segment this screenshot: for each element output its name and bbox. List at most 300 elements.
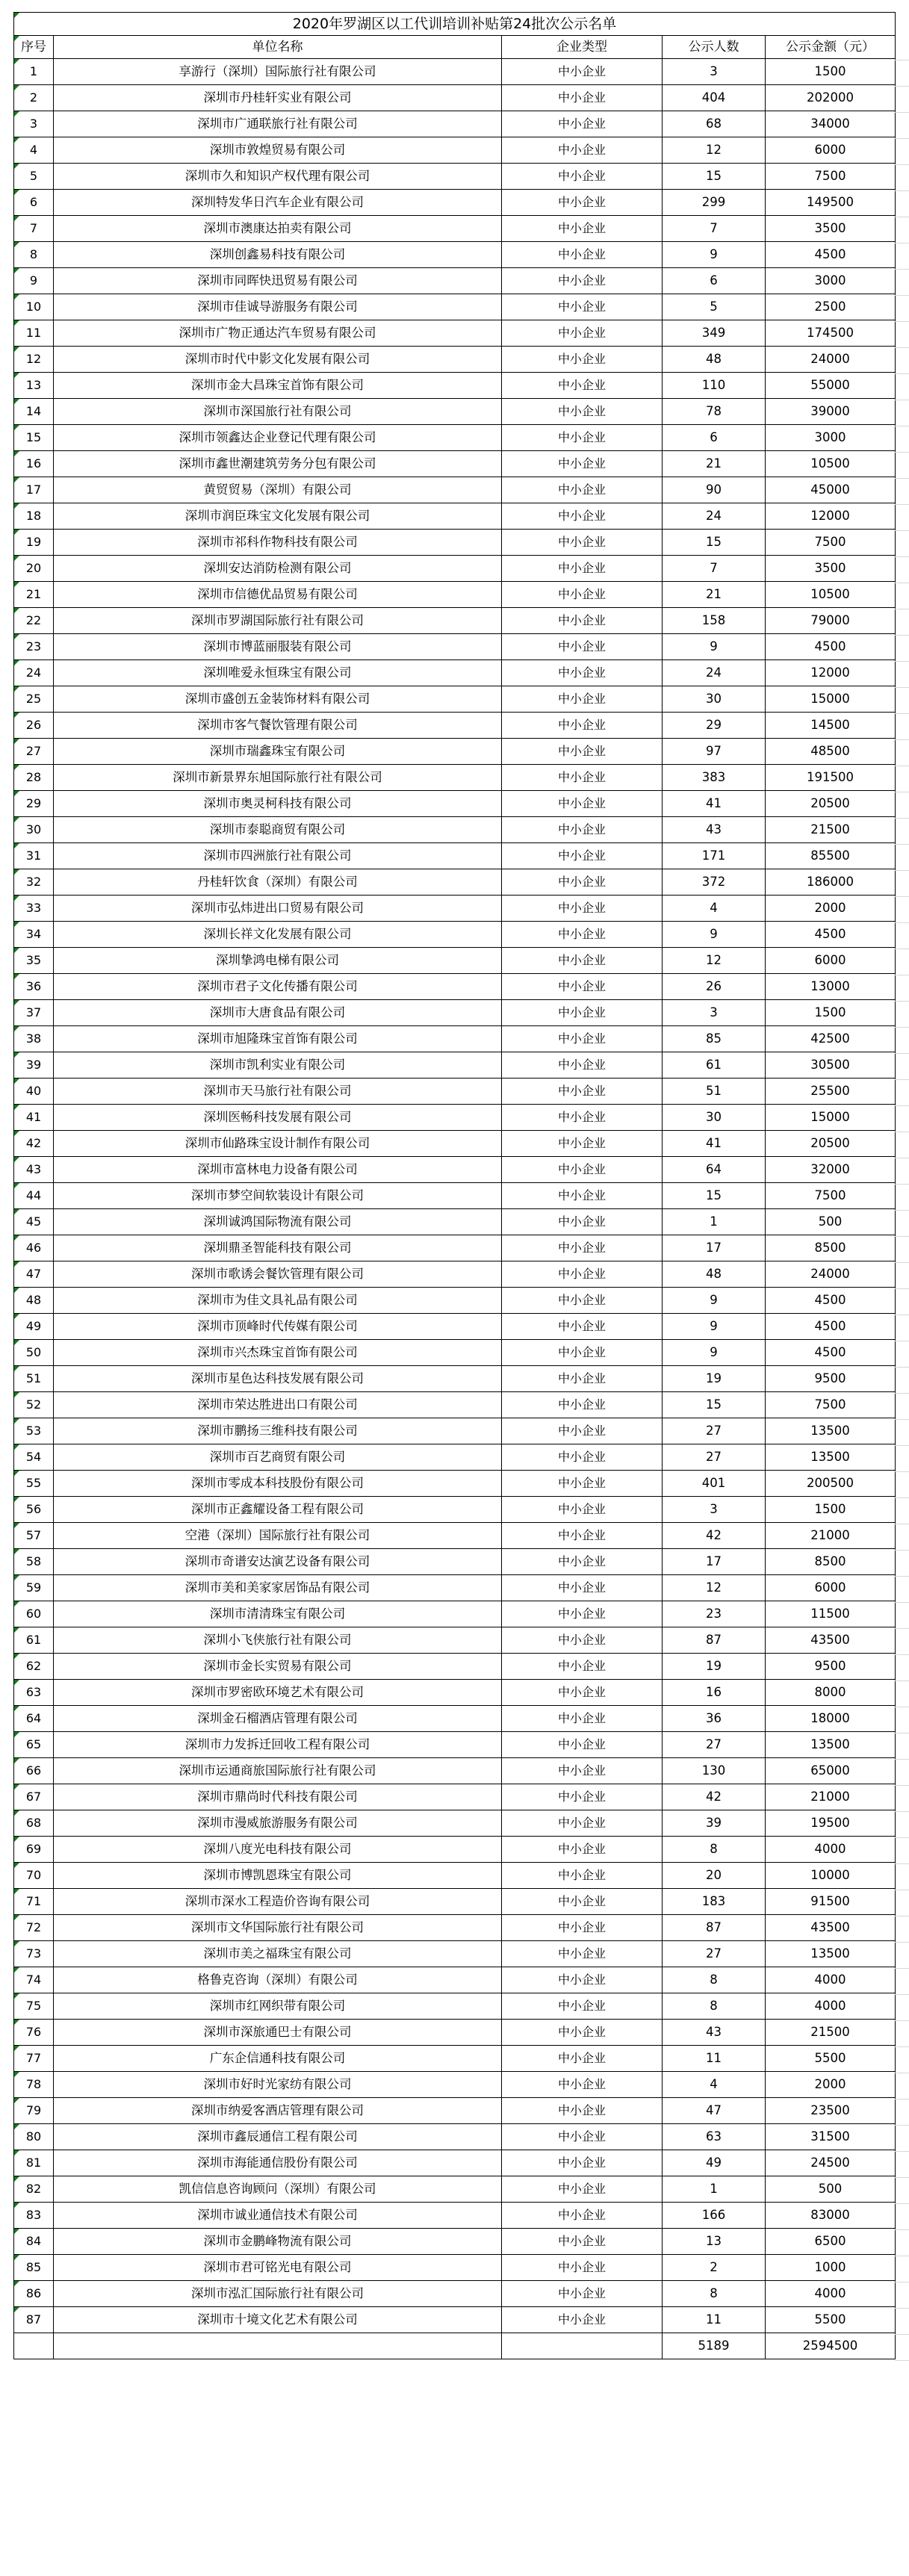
table-row	[14, 1105, 896, 1131]
row-unit-name-cell: 深圳市诚业通信技术有限公司	[54, 2203, 502, 2229]
row-index-cell: 22	[14, 608, 54, 634]
row-person-count-cell: 8	[663, 1837, 766, 1863]
row-amount-cell: 15000	[766, 686, 896, 713]
row-person-count-cell: 21	[663, 582, 766, 608]
row-index-cell: 82	[14, 2176, 54, 2203]
row-unit-name-cell: 深圳市广物正通达汽车贸易有限公司	[54, 320, 502, 347]
row-person-count-cell: 43	[663, 2020, 766, 2046]
row-enterprise-type-cell: 中小企业	[502, 1026, 663, 1052]
row-amount-cell: 14500	[766, 713, 896, 739]
row-amount-cell: 8000	[766, 1680, 896, 1706]
row-person-count-cell: 9	[663, 1288, 766, 1314]
row-unit-name-cell: 深圳市弘炜进出口贸易有限公司	[54, 896, 502, 922]
table-row	[14, 190, 896, 216]
row-enterprise-type-cell: 中小企业	[502, 843, 663, 869]
row-amount-cell: 149500	[766, 190, 896, 216]
table-title-row	[14, 13, 896, 36]
row-amount-cell: 9500	[766, 1366, 896, 1392]
row-enterprise-type-cell: 中小企业	[502, 1471, 663, 1497]
table-row	[14, 1601, 896, 1627]
table-row	[14, 1680, 896, 1706]
row-person-count-cell: 8	[663, 2281, 766, 2307]
table-row	[14, 2281, 896, 2307]
table-row	[14, 59, 896, 85]
table-row	[14, 2124, 896, 2150]
row-unit-name-cell: 深圳安达消防检测有限公司	[54, 556, 502, 582]
row-enterprise-type-cell: 中小企业	[502, 1732, 663, 1758]
row-unit-name-cell: 深圳市深水工程造价咨询有限公司	[54, 1889, 502, 1915]
row-index-cell: 37	[14, 1000, 54, 1026]
row-amount-cell: 4000	[766, 1837, 896, 1863]
table-row	[14, 2255, 896, 2281]
table-row	[14, 922, 896, 948]
row-index-cell: 85	[14, 2255, 54, 2281]
row-index-cell: 78	[14, 2072, 54, 2098]
row-enterprise-type-cell: 中小企业	[502, 660, 663, 686]
row-person-count-cell: 20	[663, 1863, 766, 1889]
row-unit-name-cell: 丹桂轩饮食（深圳）有限公司	[54, 869, 502, 896]
row-index-cell: 20	[14, 556, 54, 582]
row-unit-name-cell: 深圳鼎圣智能科技有限公司	[54, 1235, 502, 1261]
row-amount-cell: 200500	[766, 1471, 896, 1497]
row-unit-name-cell: 深圳创鑫易科技有限公司	[54, 242, 502, 268]
row-index-cell: 68	[14, 1810, 54, 1837]
row-index-cell: 67	[14, 1784, 54, 1810]
row-person-count-cell: 8	[663, 1967, 766, 1993]
row-enterprise-type-cell: 中小企业	[502, 347, 663, 373]
row-unit-name-cell: 深圳市新景界东旭国际旅行社有限公司	[54, 765, 502, 791]
row-enterprise-type-cell: 中小企业	[502, 1601, 663, 1627]
row-unit-name-cell: 深圳市仙路珠宝设计制作有限公司	[54, 1131, 502, 1157]
row-unit-name-cell: 深圳市文华国际旅行社有限公司	[54, 1915, 502, 1941]
row-unit-name-cell: 深圳八度光电科技有限公司	[54, 1837, 502, 1863]
row-enterprise-type-cell: 中小企业	[502, 1915, 663, 1941]
row-unit-name-cell: 深圳市凯利实业有限公司	[54, 1052, 502, 1078]
row-unit-name-cell: 深圳市美之福珠宝有限公司	[54, 1941, 502, 1967]
row-unit-name-cell: 深圳市百艺商贸有限公司	[54, 1444, 502, 1471]
row-index-cell: 61	[14, 1627, 54, 1654]
row-index-cell: 65	[14, 1732, 54, 1758]
row-amount-cell: 7500	[766, 1183, 896, 1209]
page-title: 2020年罗湖区以工代训培训补贴第24批次公示名单	[14, 13, 896, 36]
row-unit-name-cell: 深圳市君可铭光电有限公司	[54, 2255, 502, 2281]
row-person-count-cell: 47	[663, 2098, 766, 2124]
row-person-count-cell: 12	[663, 137, 766, 164]
row-amount-cell: 8500	[766, 1235, 896, 1261]
row-enterprise-type-cell: 中小企业	[502, 1261, 663, 1288]
row-unit-name-cell: 深圳市歌诱会餐饮管理有限公司	[54, 1261, 502, 1288]
row-unit-name-cell: 深圳市兴杰珠宝首饰有限公司	[54, 1340, 502, 1366]
row-index-cell: 19	[14, 530, 54, 556]
row-unit-name-cell: 空港（深圳）国际旅行社有限公司	[54, 1523, 502, 1549]
table-row	[14, 451, 896, 477]
row-enterprise-type-cell: 中小企业	[502, 2046, 663, 2072]
row-index-cell: 77	[14, 2046, 54, 2072]
row-person-count-cell: 9	[663, 634, 766, 660]
table-row	[14, 1889, 896, 1915]
row-person-count-cell: 29	[663, 713, 766, 739]
row-index-cell: 17	[14, 477, 54, 503]
row-unit-name-cell: 深圳特发华日汽车企业有限公司	[54, 190, 502, 216]
table-row	[14, 817, 896, 843]
table-row	[14, 1340, 896, 1366]
row-index-cell: 3	[14, 111, 54, 137]
row-person-count-cell: 41	[663, 791, 766, 817]
row-unit-name-cell: 深圳市泰聪商贸有限公司	[54, 817, 502, 843]
row-unit-name-cell: 深圳市奥灵柯科技有限公司	[54, 791, 502, 817]
row-enterprise-type-cell: 中小企业	[502, 634, 663, 660]
row-index-cell: 71	[14, 1889, 54, 1915]
row-enterprise-type-cell: 中小企业	[502, 530, 663, 556]
row-unit-name-cell: 深圳市罗湖国际旅行社有限公司	[54, 608, 502, 634]
row-enterprise-type-cell: 中小企业	[502, 1523, 663, 1549]
row-unit-name-cell: 深圳市泓汇国际旅行社有限公司	[54, 2281, 502, 2307]
row-enterprise-type-cell: 中小企业	[502, 974, 663, 1000]
row-person-count-cell: 3	[663, 59, 766, 85]
row-enterprise-type-cell: 中小企业	[502, 1418, 663, 1444]
row-unit-name-cell: 深圳市大唐食品有限公司	[54, 1000, 502, 1026]
row-person-count-cell: 27	[663, 1444, 766, 1471]
table-row	[14, 1837, 896, 1863]
row-amount-cell: 6500	[766, 2229, 896, 2255]
row-amount-cell: 1000	[766, 2255, 896, 2281]
row-enterprise-type-cell: 中小企业	[502, 2176, 663, 2203]
row-unit-name-cell: 深圳医畅科技发展有限公司	[54, 1105, 502, 1131]
table-row	[14, 1732, 896, 1758]
table-row	[14, 843, 896, 869]
row-enterprise-type-cell: 中小企业	[502, 869, 663, 896]
table-row	[14, 1261, 896, 1288]
row-amount-cell: 91500	[766, 1889, 896, 1915]
row-amount-cell: 25500	[766, 1078, 896, 1105]
row-index-cell: 14	[14, 399, 54, 425]
row-enterprise-type-cell: 中小企业	[502, 2229, 663, 2255]
table-row	[14, 294, 896, 320]
row-unit-name-cell: 深圳长祥文化发展有限公司	[54, 922, 502, 948]
row-amount-cell: 1500	[766, 59, 896, 85]
row-person-count-cell: 30	[663, 1105, 766, 1131]
table-row	[14, 320, 896, 347]
table-row	[14, 2150, 896, 2176]
row-unit-name-cell: 深圳市鼎尚时代科技有限公司	[54, 1784, 502, 1810]
row-amount-cell: 11500	[766, 1601, 896, 1627]
row-unit-name-cell: 深圳市深旅通巴士有限公司	[54, 2020, 502, 2046]
row-unit-name-cell: 深圳市梦空间软装设计有限公司	[54, 1183, 502, 1209]
row-unit-name-cell: 深圳市时代中影文化发展有限公司	[54, 347, 502, 373]
row-amount-cell: 10500	[766, 451, 896, 477]
row-index-cell: 7	[14, 216, 54, 242]
row-amount-cell: 4500	[766, 634, 896, 660]
row-amount-cell: 79000	[766, 608, 896, 634]
row-index-cell: 87	[14, 2307, 54, 2333]
row-unit-name-cell: 深圳市红网织带有限公司	[54, 1993, 502, 2020]
row-unit-name-cell: 深圳市力发拆迁回收工程有限公司	[54, 1732, 502, 1758]
row-index-cell: 33	[14, 896, 54, 922]
row-enterprise-type-cell: 中小企业	[502, 896, 663, 922]
table-row	[14, 137, 896, 164]
row-unit-name-cell: 深圳市鹏扬三维科技有限公司	[54, 1418, 502, 1444]
row-enterprise-type-cell: 中小企业	[502, 1235, 663, 1261]
row-unit-name-cell: 凯信信息咨询顾问（深圳）有限公司	[54, 2176, 502, 2203]
row-person-count-cell: 49	[663, 2150, 766, 2176]
row-enterprise-type-cell: 中小企业	[502, 2124, 663, 2150]
row-unit-name-cell: 深圳市广通联旅行社有限公司	[54, 111, 502, 137]
row-enterprise-type-cell: 中小企业	[502, 2255, 663, 2281]
row-enterprise-type-cell: 中小企业	[502, 1575, 663, 1601]
row-amount-cell: 39000	[766, 399, 896, 425]
row-enterprise-type-cell: 中小企业	[502, 111, 663, 137]
row-index-cell: 69	[14, 1837, 54, 1863]
row-amount-cell: 4500	[766, 922, 896, 948]
row-enterprise-type-cell: 中小企业	[502, 608, 663, 634]
table-row	[14, 1471, 896, 1497]
row-index-cell: 54	[14, 1444, 54, 1471]
column-header-amount: 公示金额（元）	[766, 36, 896, 59]
table-row	[14, 1157, 896, 1183]
row-unit-name-cell: 深圳市好时光家纺有限公司	[54, 2072, 502, 2098]
row-person-count-cell: 61	[663, 1052, 766, 1078]
row-unit-name-cell: 深圳市金鹏峰物流有限公司	[54, 2229, 502, 2255]
row-amount-cell: 13000	[766, 974, 896, 1000]
table-row	[14, 164, 896, 190]
row-enterprise-type-cell: 中小企业	[502, 1340, 663, 1366]
row-unit-name-cell: 深圳市同晖快迅贸易有限公司	[54, 268, 502, 294]
row-amount-cell: 7500	[766, 530, 896, 556]
row-index-cell: 66	[14, 1758, 54, 1784]
row-enterprise-type-cell: 中小企业	[502, 399, 663, 425]
row-enterprise-type-cell: 中小企业	[502, 713, 663, 739]
row-amount-cell: 2000	[766, 2072, 896, 2098]
row-person-count-cell: 9	[663, 1314, 766, 1340]
row-person-count-cell: 15	[663, 1183, 766, 1209]
row-person-count-cell: 16	[663, 1680, 766, 1706]
row-amount-cell: 2500	[766, 294, 896, 320]
row-unit-name-cell: 黄贸贸易（深圳）有限公司	[54, 477, 502, 503]
row-unit-name-cell: 深圳市领鑫达企业登记代理有限公司	[54, 425, 502, 451]
row-person-count-cell: 15	[663, 164, 766, 190]
table-row	[14, 1810, 896, 1837]
row-person-count-cell: 3	[663, 1000, 766, 1026]
row-index-cell: 73	[14, 1941, 54, 1967]
row-person-count-cell: 85	[663, 1026, 766, 1052]
row-person-count-cell: 9	[663, 242, 766, 268]
row-unit-name-cell: 深圳市博蓝丽服装有限公司	[54, 634, 502, 660]
row-enterprise-type-cell: 中小企业	[502, 1627, 663, 1654]
row-index-cell: 26	[14, 713, 54, 739]
row-unit-name-cell: 深圳市纳爱客酒店管理有限公司	[54, 2098, 502, 2124]
row-amount-cell: 3500	[766, 216, 896, 242]
row-amount-cell: 4000	[766, 1993, 896, 2020]
table-row	[14, 1026, 896, 1052]
row-enterprise-type-cell: 中小企业	[502, 1993, 663, 2020]
row-person-count-cell: 349	[663, 320, 766, 347]
table-row	[14, 1314, 896, 1340]
table-row	[14, 2229, 896, 2255]
row-person-count-cell: 5	[663, 294, 766, 320]
row-person-count-cell: 36	[663, 1706, 766, 1732]
row-unit-name-cell: 深圳市深国旅行社有限公司	[54, 399, 502, 425]
total-amount-cell: 2594500	[766, 2333, 896, 2359]
table-row	[14, 1497, 896, 1523]
row-unit-name-cell: 深圳市清清珠宝有限公司	[54, 1601, 502, 1627]
row-enterprise-type-cell: 中小企业	[502, 2098, 663, 2124]
row-amount-cell: 9500	[766, 1654, 896, 1680]
row-person-count-cell: 19	[663, 1654, 766, 1680]
row-index-cell: 86	[14, 2281, 54, 2307]
row-index-cell: 29	[14, 791, 54, 817]
total-unit-name-cell	[54, 2333, 502, 2359]
row-amount-cell: 30500	[766, 1052, 896, 1078]
row-index-cell: 75	[14, 1993, 54, 2020]
row-amount-cell: 42500	[766, 1026, 896, 1052]
row-index-cell: 2	[14, 85, 54, 111]
sheet-row-guides	[895, 34, 909, 2424]
table-row	[14, 1863, 896, 1889]
row-index-cell: 48	[14, 1288, 54, 1314]
row-amount-cell: 4000	[766, 2281, 896, 2307]
row-amount-cell: 12000	[766, 503, 896, 530]
row-amount-cell: 4500	[766, 1314, 896, 1340]
table-row	[14, 1915, 896, 1941]
row-index-cell: 59	[14, 1575, 54, 1601]
table-row	[14, 1392, 896, 1418]
table-row	[14, 948, 896, 974]
table-row	[14, 660, 896, 686]
row-unit-name-cell: 深圳市祁科作物科技有限公司	[54, 530, 502, 556]
table-row	[14, 2072, 896, 2098]
row-person-count-cell: 26	[663, 974, 766, 1000]
row-enterprise-type-cell: 中小企业	[502, 948, 663, 974]
row-unit-name-cell: 深圳市奇谱安达演艺设备有限公司	[54, 1549, 502, 1575]
row-unit-name-cell: 深圳市久和知识产权代理有限公司	[54, 164, 502, 190]
row-enterprise-type-cell: 中小企业	[502, 1758, 663, 1784]
table-row	[14, 2020, 896, 2046]
row-amount-cell: 10500	[766, 582, 896, 608]
table-row	[14, 1052, 896, 1078]
row-index-cell: 24	[14, 660, 54, 686]
column-header-unit-name: 单位名称	[54, 36, 502, 59]
row-index-cell: 80	[14, 2124, 54, 2150]
row-unit-name-cell: 深圳市博凯恩珠宝有限公司	[54, 1863, 502, 1889]
row-unit-name-cell: 深圳市旭隆珠宝首饰有限公司	[54, 1026, 502, 1052]
row-enterprise-type-cell: 中小企业	[502, 1105, 663, 1131]
row-person-count-cell: 158	[663, 608, 766, 634]
row-amount-cell: 85500	[766, 843, 896, 869]
row-enterprise-type-cell: 中小企业	[502, 922, 663, 948]
row-person-count-cell: 42	[663, 1523, 766, 1549]
row-unit-name-cell: 深圳市星色达科技发展有限公司	[54, 1366, 502, 1392]
table-row	[14, 634, 896, 660]
row-enterprise-type-cell: 中小企业	[502, 451, 663, 477]
table-row	[14, 347, 896, 373]
row-amount-cell: 20500	[766, 791, 896, 817]
row-index-cell: 5	[14, 164, 54, 190]
table-row	[14, 1418, 896, 1444]
row-unit-name-cell: 享游行（深圳）国际旅行社有限公司	[54, 59, 502, 85]
row-enterprise-type-cell: 中小企业	[502, 817, 663, 843]
row-person-count-cell: 48	[663, 347, 766, 373]
row-amount-cell: 4500	[766, 1340, 896, 1366]
table-row	[14, 608, 896, 634]
row-person-count-cell: 401	[663, 1471, 766, 1497]
row-unit-name-cell: 深圳市四洲旅行社有限公司	[54, 843, 502, 869]
row-amount-cell: 202000	[766, 85, 896, 111]
row-amount-cell: 55000	[766, 373, 896, 399]
row-amount-cell: 13500	[766, 1732, 896, 1758]
row-enterprise-type-cell: 中小企业	[502, 582, 663, 608]
row-unit-name-cell: 深圳市富林电力设备有限公司	[54, 1157, 502, 1183]
table-row	[14, 111, 896, 137]
row-unit-name-cell: 深圳市信德优品贸易有限公司	[54, 582, 502, 608]
row-unit-name-cell: 深圳市客气餐饮管理有限公司	[54, 713, 502, 739]
table-row	[14, 530, 896, 556]
row-index-cell: 25	[14, 686, 54, 713]
row-amount-cell: 6000	[766, 137, 896, 164]
row-enterprise-type-cell: 中小企业	[502, 1444, 663, 1471]
table-row	[14, 2203, 896, 2229]
row-amount-cell: 65000	[766, 1758, 896, 1784]
table-row	[14, 896, 896, 922]
row-unit-name-cell: 深圳市美和美家家居饰品有限公司	[54, 1575, 502, 1601]
row-amount-cell: 34000	[766, 111, 896, 137]
row-person-count-cell: 87	[663, 1627, 766, 1654]
table-row	[14, 1967, 896, 1993]
row-amount-cell: 21500	[766, 817, 896, 843]
table-row	[14, 686, 896, 713]
row-person-count-cell: 17	[663, 1235, 766, 1261]
table-row	[14, 242, 896, 268]
row-enterprise-type-cell: 中小企业	[502, 1680, 663, 1706]
row-unit-name-cell: 深圳市盛创五金装饰材料有限公司	[54, 686, 502, 713]
table-total-row	[14, 2333, 896, 2359]
row-index-cell: 55	[14, 1471, 54, 1497]
table-row	[14, 1078, 896, 1105]
table-row	[14, 582, 896, 608]
row-index-cell: 74	[14, 1967, 54, 1993]
row-index-cell: 15	[14, 425, 54, 451]
row-unit-name-cell: 深圳市金大昌珠宝首饰有限公司	[54, 373, 502, 399]
row-amount-cell: 4500	[766, 1288, 896, 1314]
row-amount-cell: 8500	[766, 1549, 896, 1575]
row-enterprise-type-cell: 中小企业	[502, 1784, 663, 1810]
row-index-cell: 43	[14, 1157, 54, 1183]
row-amount-cell: 83000	[766, 2203, 896, 2229]
row-amount-cell: 45000	[766, 477, 896, 503]
row-amount-cell: 21500	[766, 2020, 896, 2046]
row-index-cell: 76	[14, 2020, 54, 2046]
row-amount-cell: 4000	[766, 1967, 896, 1993]
row-person-count-cell: 87	[663, 1915, 766, 1941]
row-index-cell: 62	[14, 1654, 54, 1680]
row-index-cell: 39	[14, 1052, 54, 1078]
row-unit-name-cell: 深圳市瑞鑫珠宝有限公司	[54, 739, 502, 765]
row-person-count-cell: 183	[663, 1889, 766, 1915]
row-index-cell: 32	[14, 869, 54, 896]
row-person-count-cell: 4	[663, 896, 766, 922]
row-unit-name-cell: 深圳市鑫世潮建筑劳务分包有限公司	[54, 451, 502, 477]
row-amount-cell: 43500	[766, 1627, 896, 1654]
row-unit-name-cell: 广东企信通科技有限公司	[54, 2046, 502, 2072]
table-row	[14, 1235, 896, 1261]
row-enterprise-type-cell: 中小企业	[502, 216, 663, 242]
table-row	[14, 713, 896, 739]
row-index-cell: 21	[14, 582, 54, 608]
row-index-cell: 27	[14, 739, 54, 765]
row-enterprise-type-cell: 中小企业	[502, 556, 663, 582]
row-person-count-cell: 19	[663, 1366, 766, 1392]
row-index-cell: 70	[14, 1863, 54, 1889]
column-header-index: 序号	[14, 36, 54, 59]
